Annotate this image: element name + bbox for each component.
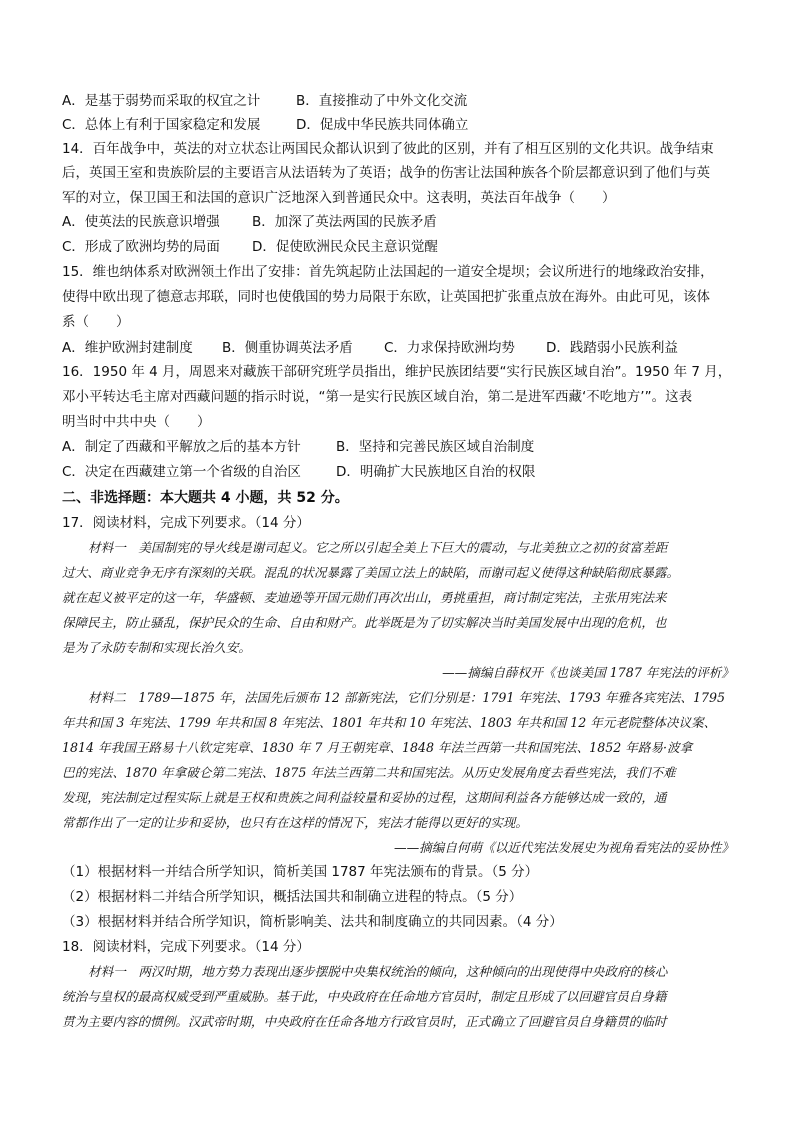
q17-material2-line-2: 年共和国 3 年宪法、1799 年共和国 8 年宪法、1801 年共和 10 年宪法、1803 年共和国 12 年元老院整体决议案、 <box>62 715 717 730</box>
q15-option-b[interactable]: B．侧重协调英法矛盾 <box>222 340 353 356</box>
q17-material1-line-2: 过大、商业竞争无序有深刻的关联。混乱的状况暴露了美国立法上的缺陷，而谢司起义使得这种缺陷彻底暴露。 <box>62 565 680 580</box>
q16-stem-line-1: 16．1950 年 4 月，周恩来对藏族干部研究班学员指出，维护民族团结要“实行民族区域自治”。1950 年 7 月， <box>62 364 732 380</box>
q16-option-a[interactable]: A．制定了西藏和平解放之后的基本方针 <box>62 439 301 455</box>
q13-option-a[interactable]: A．是基于弱势而采取的权宜之计 <box>62 93 261 109</box>
q16-option-d[interactable]: D．明确扩大民族地区自治的权限 <box>336 464 536 480</box>
q15-option-c[interactable]: C．力求保持欧洲均势 <box>384 340 515 356</box>
q16-stem-line-3: 明当时中共中央（ ） <box>62 414 211 430</box>
q17-material1-line-3: 就在起义被平定的这一年，华盛顿、麦迪逊等开国元勋们再次出山，勇挑重担，商讨制定宪法，主张用宪法来 <box>62 590 667 605</box>
q16-stem-line-2: 邓小平转达毛主席对西藏问题的指示时说，“第一是实行民族区域自治，第二是进军西藏‘不吃地方’”。这表 <box>62 389 693 405</box>
q17-material2-line-1: 材料二 1789—1875 年，法国先后颁布 12 部新宪法，它们分别是：1791 年宪法、1793 年雅各宾宪法、1795 <box>88 690 726 705</box>
q14-option-b[interactable]: B．加深了英法两国的民族矛盾 <box>252 214 437 230</box>
q13-option-c[interactable]: C．总体上有利于国家稳定和发展 <box>62 117 261 133</box>
q16-option-b[interactable]: B．坚持和完善民族区域自治制度 <box>336 439 535 455</box>
q18-stem: 18．阅读材料，完成下列要求。（14 分） <box>62 939 310 955</box>
q14-option-d[interactable]: D．促使欧洲民众民主意识觉醒 <box>252 239 438 255</box>
q13-option-d[interactable]: D．促成中华民族共同体确立 <box>296 117 469 133</box>
q15-stem-line-2: 使得中欧出现了德意志邦联，同时也使俄国的势力局限于东欧，让英国把扩张重点放在海外。由此可见，该体 <box>62 289 710 305</box>
q15-stem-line-1: 15．维也纳体系对欧洲领土作出了安排：首先筑起防止法国起的一道安全堤坝；会议所进行的地缘政治安排， <box>62 264 714 280</box>
q15-stem-line-3: 系（ ） <box>62 314 130 330</box>
q17-material1-line-5: 是为了永防专制和实现长治久安。 <box>62 640 251 655</box>
q16-option-c[interactable]: C．决定在西藏建立第一个省级的自治区 <box>62 464 301 480</box>
q14-option-a[interactable]: A．使英法的民族意识增强 <box>62 214 220 230</box>
q17-material2-source: ——摘编自何萌《以近代宪法发展史为视角看宪法的妥协性》 <box>393 840 734 855</box>
q18-material1-line-2: 统治与皇权的最高权威受到严重威胁。基于此，中央政府在任命地方官员时，制定且形成了以回避官员自身籍 <box>62 989 667 1004</box>
q17-stem: 17．阅读材料，完成下列要求。（14 分） <box>62 515 310 531</box>
q18-material1-line-3: 贯为主要内容的惯例。汉武帝时期，中央政府在任命各地方行政官员时，正式确立了回避官员自身籍贯的临时 <box>62 1014 667 1029</box>
section-title: 二、非选择题：本大题共 4 小题，共 52 分。 <box>62 490 349 506</box>
q15-option-a[interactable]: A．维护欧洲封建制度 <box>62 340 193 356</box>
q18-material1-line-1: 材料一 两汉时期，地方势力表现出逐步摆脱中央集权统治的倾向，这种倾向的出现使得中央政府的核心 <box>88 964 668 979</box>
q13-option-b[interactable]: B．直接推动了中外文化交流 <box>296 93 468 109</box>
q17-material2-line-4: 巴的宪法、1870 年拿破仑第二宪法、1875 年法兰西第二共和国宪法。从历史发展角度去看些宪法，我们不难 <box>62 765 676 780</box>
q17-material1-line-1: 材料一 美国制宪的导火线是谢司起义。它之所以引起全美上下巨大的震动，与北美独立之初的贫富差距 <box>88 540 668 555</box>
q14-stem-line-1: 14．百年战争中，英法的对立状态让两国民众都认识到了彼此的区别，并有了相互区别的文化共识。战争结束 <box>62 141 714 157</box>
q17-material2-line-6: 常都作出了一定的让步和妥协，也只有在这样的情况下，宪法才能得以更好的实现。 <box>62 815 528 830</box>
q17-material1-line-4: 保障民主，防止骚乱，保护民众的生命、自由和财产。此举既是为了切实解决当时美国发展中出现的危机，也 <box>62 615 667 630</box>
q17-subquestion-1: （1）根据材料一并结合所学知识，简析美国 1787 年宪法颁布的背景。（5 分） <box>62 864 539 880</box>
q17-subquestion-3: （3）根据材料并结合所学知识，简析影响美、法共和制度确立的共同因素。（4 分） <box>62 914 563 930</box>
q14-stem-line-3: 军的对立，保卫国王和法国的意识广泛地深入到普通民众中。这表明，英法百年战争（ ） <box>62 190 616 206</box>
q15-option-d[interactable]: D．践踏弱小民族利益 <box>546 340 678 356</box>
q14-stem-line-2: 后，英国王室和贵族阶层的主要语言从法语转为了英语；战争的伤害让法国种族各个阶层都意识到了他们与英 <box>62 165 710 181</box>
q17-material2-line-3: 1814 年我国王路易十八钦定宪章、1830 年 7 月王朝宪章、1848 年法兰西第一共和国宪法、1852 年路易·波拿 <box>62 740 693 755</box>
q14-option-c[interactable]: C．形成了欧洲均势的局面 <box>62 239 220 255</box>
q17-material2-line-5: 发现，宪法制定过程实际上就是王权和贵族之间利益较量和妥协的过程，这期间利益各方能够达成一致的，通 <box>62 790 667 805</box>
q17-material1-source: ——摘编自薛权开《也谈美国 1787 年宪法的评析》 <box>442 665 734 680</box>
q17-subquestion-2: （2）根据材料二并结合所学知识，概括法国共和制确立进程的特点。（5 分） <box>62 889 523 905</box>
